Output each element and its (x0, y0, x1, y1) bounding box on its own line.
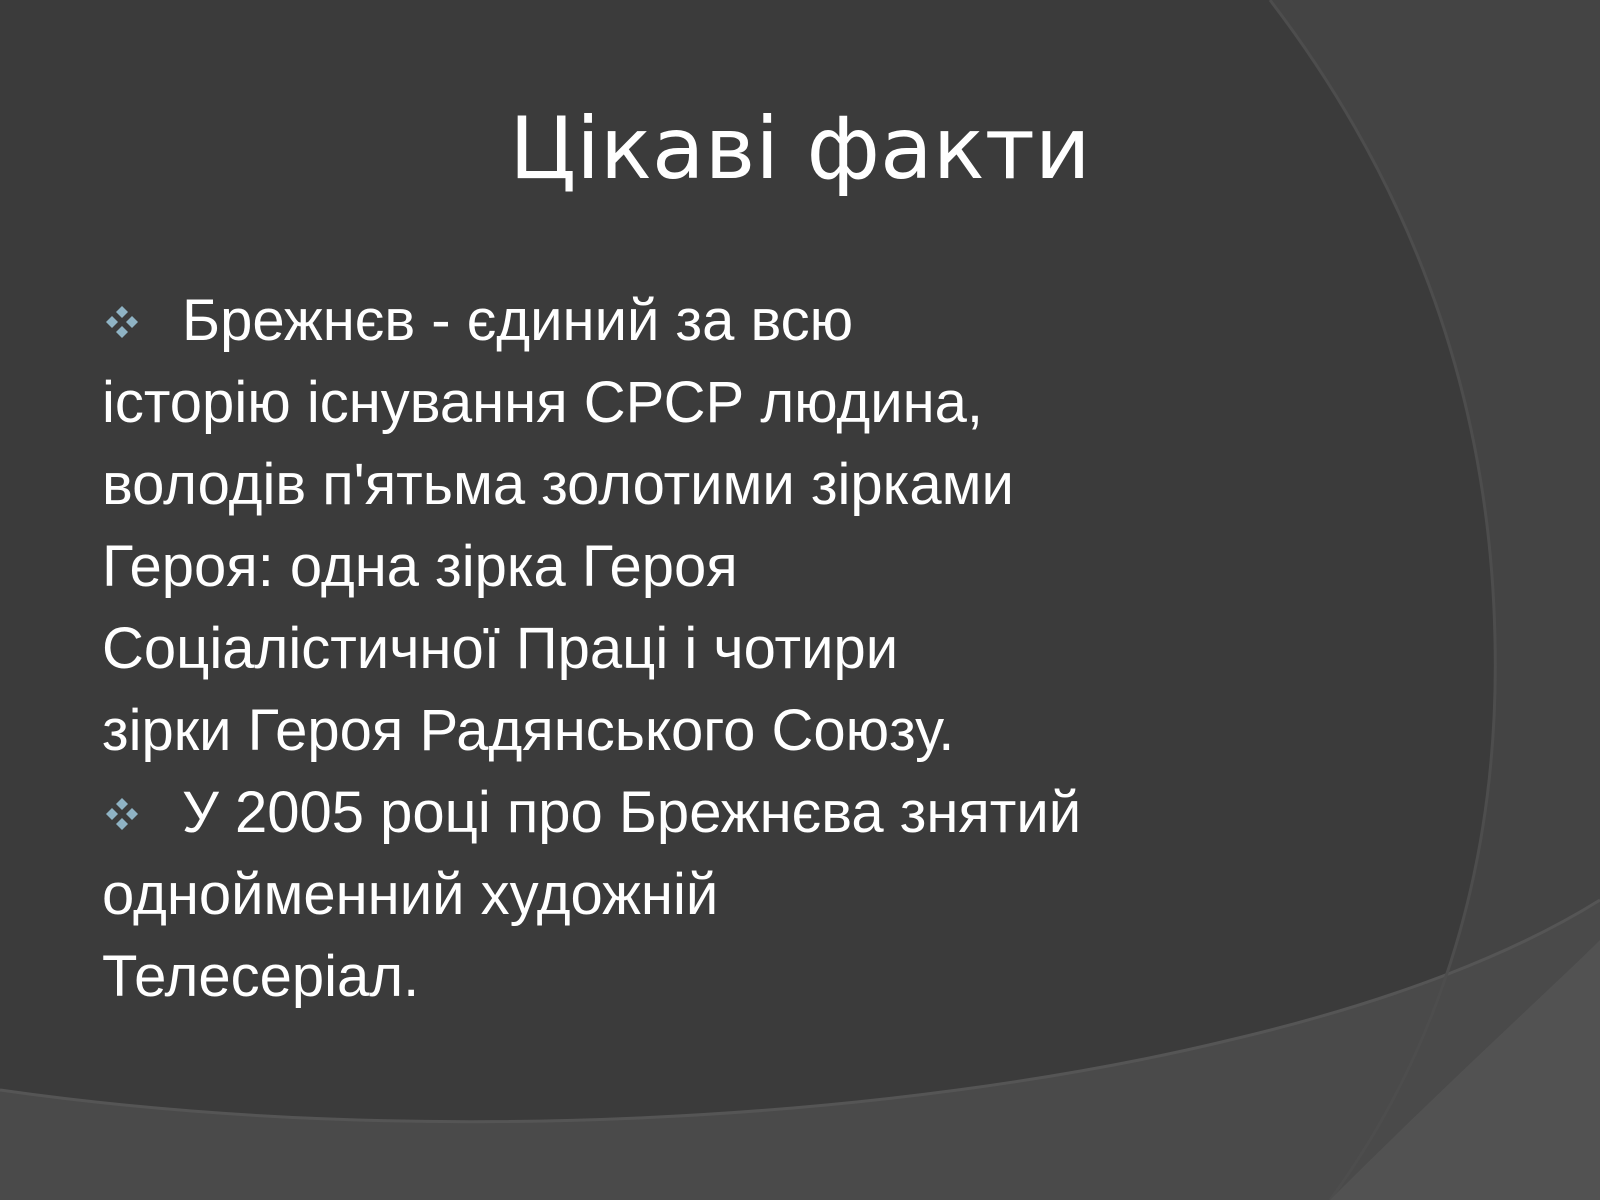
bullet-item (102, 280, 1222, 772)
slide-title: Цікаві факти (509, 99, 1091, 199)
bullet-item (102, 772, 1222, 1018)
bullet-line: зірки Героя Радянського Союзу. (102, 698, 955, 763)
bullet-line: однойменний художній (102, 862, 719, 927)
slide-content (102, 280, 1222, 1018)
bullet-line: Телесеріал. (102, 944, 420, 1009)
bullet-line: історію існування СРСР людина, (102, 370, 984, 435)
bullet-line: У 2005 році про Брежнєва знятий (102, 772, 1222, 854)
bullet-line: Героя: одна зірка Героя (102, 534, 738, 599)
bullet-line: Соціалістичної Праці і чотири (102, 616, 899, 681)
bullet-line: Брежнєв - єдиний за всю (102, 280, 1222, 362)
bullet-line: володів п'ятьма золотими зірками (102, 452, 1014, 517)
